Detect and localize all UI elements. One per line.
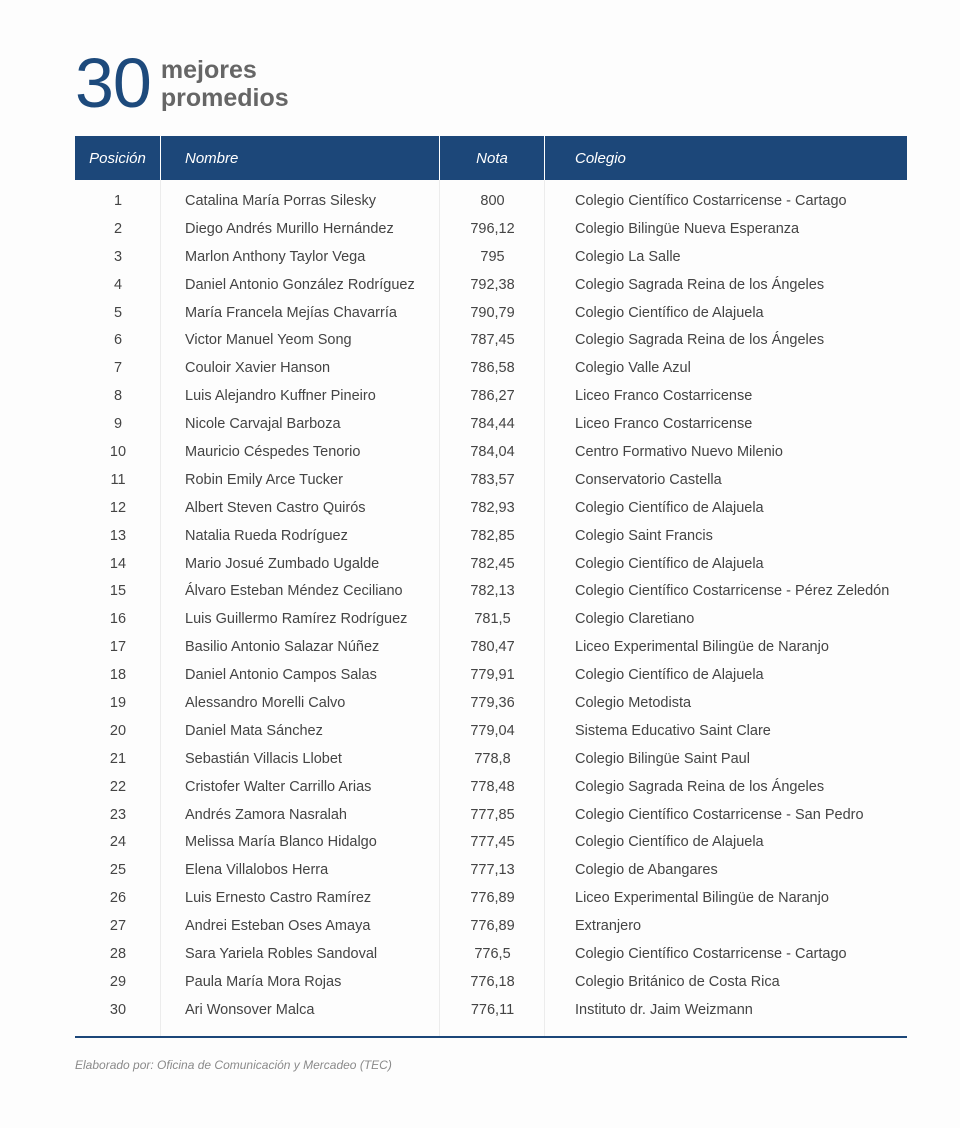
table-row (75, 912, 907, 940)
cell-colegio: Instituto dr. Jaim Weizmann (575, 1001, 753, 1018)
cell-nombre: Daniel Mata Sánchez (185, 722, 323, 739)
cell-colegio: Colegio Bilingüe Saint Paul (575, 750, 750, 767)
cell-nota: 782,13 (470, 583, 515, 600)
cell-posicion: 13 (109, 527, 127, 544)
cell-colegio: Centro Formativo Nuevo Milenio (575, 443, 783, 460)
cell-colegio: Extranjero (575, 918, 642, 935)
cell-posicion: 10 (109, 443, 127, 460)
cell-nombre: Álvaro Esteban Méndez Ceciliano (185, 583, 403, 600)
cell-posicion: 16 (109, 611, 127, 628)
cell-colegio: Colegio Científico de Alajuela (575, 499, 764, 516)
cell-nota: 776,18 (470, 973, 515, 990)
cell-nombre: María Francela Mejías Chavarría (185, 304, 397, 321)
cell-nombre: Sara Yariela Robles Sandoval (185, 945, 378, 962)
table-row (75, 494, 907, 522)
table-row (75, 689, 907, 717)
cell-nombre: Marlon Anthony Taylor Vega (185, 248, 366, 265)
cell-colegio: Colegio Científico de Alajuela (575, 555, 764, 572)
cell-colegio: Colegio Científico Costarricense - Pérez Zeledón (575, 583, 890, 600)
header-nota: Nota (440, 136, 545, 180)
cell-posicion: 26 (109, 890, 127, 907)
cell-posicion: 18 (109, 667, 127, 684)
cell-nombre: Cristofer Walter Carrillo Arias (185, 778, 372, 795)
cell-posicion: 27 (109, 918, 127, 935)
cell-colegio: Colegio Bilingüe Nueva Esperanza (575, 220, 800, 237)
cell-posicion: 5 (113, 304, 123, 321)
header-nombre: Nombre (161, 136, 440, 180)
cell-nota: 800 (480, 192, 505, 209)
cell-posicion: 23 (109, 806, 127, 823)
cell-colegio: Colegio Metodista (575, 694, 692, 711)
cell-nombre: Ari Wonsover Malca (185, 1001, 315, 1018)
cell-nota: 776,5 (474, 945, 511, 962)
cell-posicion: 24 (109, 834, 127, 851)
cell-posicion: 22 (109, 778, 127, 795)
cell-nombre: Andrés Zamora Nasralah (185, 806, 347, 823)
cell-colegio: Colegio Científico de Alajuela (575, 304, 764, 321)
table-row (75, 717, 907, 745)
title-words (161, 56, 289, 112)
table-row (75, 968, 907, 996)
cell-nota: 792,38 (470, 276, 515, 293)
cell-nota: 781,5 (474, 611, 511, 628)
cell-posicion: 4 (113, 276, 123, 293)
cell-nota: 777,45 (470, 834, 515, 851)
table-row (75, 438, 907, 466)
table-row (75, 410, 907, 438)
cell-posicion: 19 (109, 694, 127, 711)
cell-colegio: Colegio Claretiano (575, 611, 695, 628)
cell-nombre: Diego Andrés Murillo Hernández (185, 220, 394, 237)
cell-posicion: 15 (109, 583, 127, 600)
cell-posicion: 17 (109, 639, 127, 656)
cell-posicion: 8 (113, 388, 123, 405)
cell-nombre: Sebastián Villacis Llobet (185, 750, 342, 767)
table-row (75, 996, 907, 1024)
cell-posicion: 29 (109, 973, 127, 990)
cell-nombre: Catalina María Porras Silesky (185, 192, 376, 209)
cell-posicion: 9 (113, 416, 123, 433)
cell-colegio: Liceo Franco Costarricense (575, 416, 753, 433)
header-posicion: Posición (75, 136, 161, 180)
cell-posicion: 6 (113, 332, 123, 349)
cell-nombre: Albert Steven Castro Quirós (185, 499, 366, 516)
cell-colegio: Colegio Sagrada Reina de los Ángeles (575, 332, 825, 349)
cell-nota: 784,44 (470, 416, 515, 433)
cell-colegio: Liceo Experimental Bilingüe de Naranjo (575, 639, 829, 656)
table-row (75, 605, 907, 633)
cell-nombre: Elena Villalobos Herra (185, 862, 329, 879)
cell-nombre: Mario Josué Zumbado Ugalde (185, 555, 380, 572)
title-number: 30 (75, 44, 151, 122)
cell-posicion: 14 (109, 555, 127, 572)
cell-nombre: Mauricio Céspedes Tenorio (185, 443, 361, 460)
cell-nota: 777,85 (470, 806, 515, 823)
cell-nota: 779,04 (470, 722, 515, 739)
table-row (75, 243, 907, 271)
cell-colegio: Colegio Científico Costarricense - San Pedro (575, 806, 864, 823)
table-row (75, 801, 907, 829)
cell-nombre: Robin Emily Arce Tucker (185, 471, 343, 488)
table-row (75, 773, 907, 801)
table-row (75, 828, 907, 856)
cell-nota: 776,11 (470, 1001, 515, 1018)
cell-posicion: 2 (113, 220, 123, 237)
cell-colegio: Colegio Científico Costarricense - Cartago (575, 945, 847, 962)
cell-nota: 783,57 (470, 471, 515, 488)
cell-colegio: Colegio Científico Costarricense - Cartago (575, 192, 847, 209)
cell-colegio: Colegio Valle Azul (575, 360, 691, 377)
cell-nombre: Couloir Xavier Hanson (185, 360, 331, 377)
cell-nombre: Melissa María Blanco Hidalgo (185, 834, 377, 851)
cell-nombre: Luis Ernesto Castro Ramírez (185, 890, 372, 907)
cell-posicion: 3 (113, 248, 123, 265)
cell-posicion: 21 (109, 750, 127, 767)
cell-nota: 777,13 (470, 862, 515, 879)
page-title (75, 44, 289, 122)
cell-colegio: Sistema Educativo Saint Clare (575, 722, 771, 739)
cell-nota: 782,85 (470, 527, 515, 544)
cell-posicion: 30 (109, 1001, 127, 1018)
table-row (75, 326, 907, 354)
table-row (75, 661, 907, 689)
table-row (75, 466, 907, 494)
table-row (75, 382, 907, 410)
table-row (75, 856, 907, 884)
table-row (75, 633, 907, 661)
cell-posicion: 7 (113, 360, 123, 377)
cell-posicion: 1 (113, 192, 123, 209)
cell-posicion: 28 (109, 945, 127, 962)
cell-nombre: Natalia Rueda Rodríguez (185, 527, 348, 544)
cell-nota: 778,8 (474, 750, 511, 767)
cell-nota: 795 (480, 248, 505, 265)
table-row (75, 187, 907, 215)
cell-nota: 780,47 (470, 639, 515, 656)
cell-nombre: Daniel Antonio Campos Salas (185, 667, 377, 684)
title-line-2: promedios (160, 84, 289, 112)
table-row (75, 354, 907, 382)
cell-posicion: 20 (109, 722, 127, 739)
table-row (75, 550, 907, 578)
table-row (75, 884, 907, 912)
cell-nota: 778,48 (470, 778, 515, 795)
cell-colegio: Conservatorio Castella (575, 471, 722, 488)
table-body (75, 180, 907, 1036)
cell-nota: 790,79 (470, 304, 515, 321)
cell-nota: 782,93 (470, 499, 515, 516)
table-row (75, 299, 907, 327)
table-bottom-rule (75, 1036, 907, 1038)
cell-colegio: Colegio Británico de Costa Rica (575, 973, 780, 990)
cell-posicion: 12 (109, 499, 127, 516)
table-header (75, 136, 907, 180)
cell-nota: 779,36 (470, 694, 515, 711)
header-colegio: Colegio (575, 149, 626, 167)
cell-nombre: Basilio Antonio Salazar Núñez (185, 639, 380, 656)
cell-colegio: Liceo Franco Costarricense (575, 388, 753, 405)
cell-nombre: Alessandro Morelli Calvo (185, 694, 346, 711)
cell-posicion: 11 (110, 471, 126, 488)
table-row (75, 215, 907, 243)
cell-nombre: Paula María Mora Rojas (185, 973, 342, 990)
cell-colegio: Colegio Sagrada Reina de los Ángeles (575, 778, 825, 795)
cell-colegio: Colegio La Salle (575, 248, 681, 265)
cell-nota: 786,27 (470, 388, 515, 405)
cell-colegio: Colegio Científico de Alajuela (575, 667, 764, 684)
cell-colegio: Colegio de Abangares (575, 862, 718, 879)
footnote: Elaborado por: Oficina de Comunicación y Mercadeo (TEC) (75, 1058, 392, 1072)
cell-nota: 776,89 (470, 918, 515, 935)
cell-nota: 776,89 (470, 890, 515, 907)
cell-nota: 796,12 (470, 220, 515, 237)
table-row (75, 522, 907, 550)
cell-nombre: Andrei Esteban Oses Amaya (185, 918, 371, 935)
cell-colegio: Liceo Experimental Bilingüe de Naranjo (575, 890, 829, 907)
cell-colegio: Colegio Saint Francis (575, 527, 713, 544)
title-line-1: mejores (160, 56, 257, 84)
table-row (75, 577, 907, 605)
cell-nombre: Victor Manuel Yeom Song (185, 332, 352, 349)
cell-nombre: Luis Guillermo Ramírez Rodríguez (185, 611, 408, 628)
table-row (75, 271, 907, 299)
cell-nota: 784,04 (470, 443, 515, 460)
cell-colegio: Colegio Sagrada Reina de los Ángeles (575, 276, 825, 293)
cell-nombre: Luis Alejandro Kuffner Pineiro (185, 388, 376, 405)
table-row (75, 940, 907, 968)
cell-nota: 787,45 (470, 332, 515, 349)
cell-nota: 786,58 (470, 360, 515, 377)
table-row (75, 745, 907, 773)
cell-nombre: Nicole Carvajal Barboza (185, 416, 341, 433)
cell-nota: 779,91 (470, 667, 515, 684)
cell-colegio: Colegio Científico de Alajuela (575, 834, 764, 851)
cell-nombre: Daniel Antonio González Rodríguez (185, 276, 415, 293)
cell-nota: 782,45 (470, 555, 515, 572)
ranking-table (75, 136, 907, 1038)
cell-posicion: 25 (109, 862, 127, 879)
